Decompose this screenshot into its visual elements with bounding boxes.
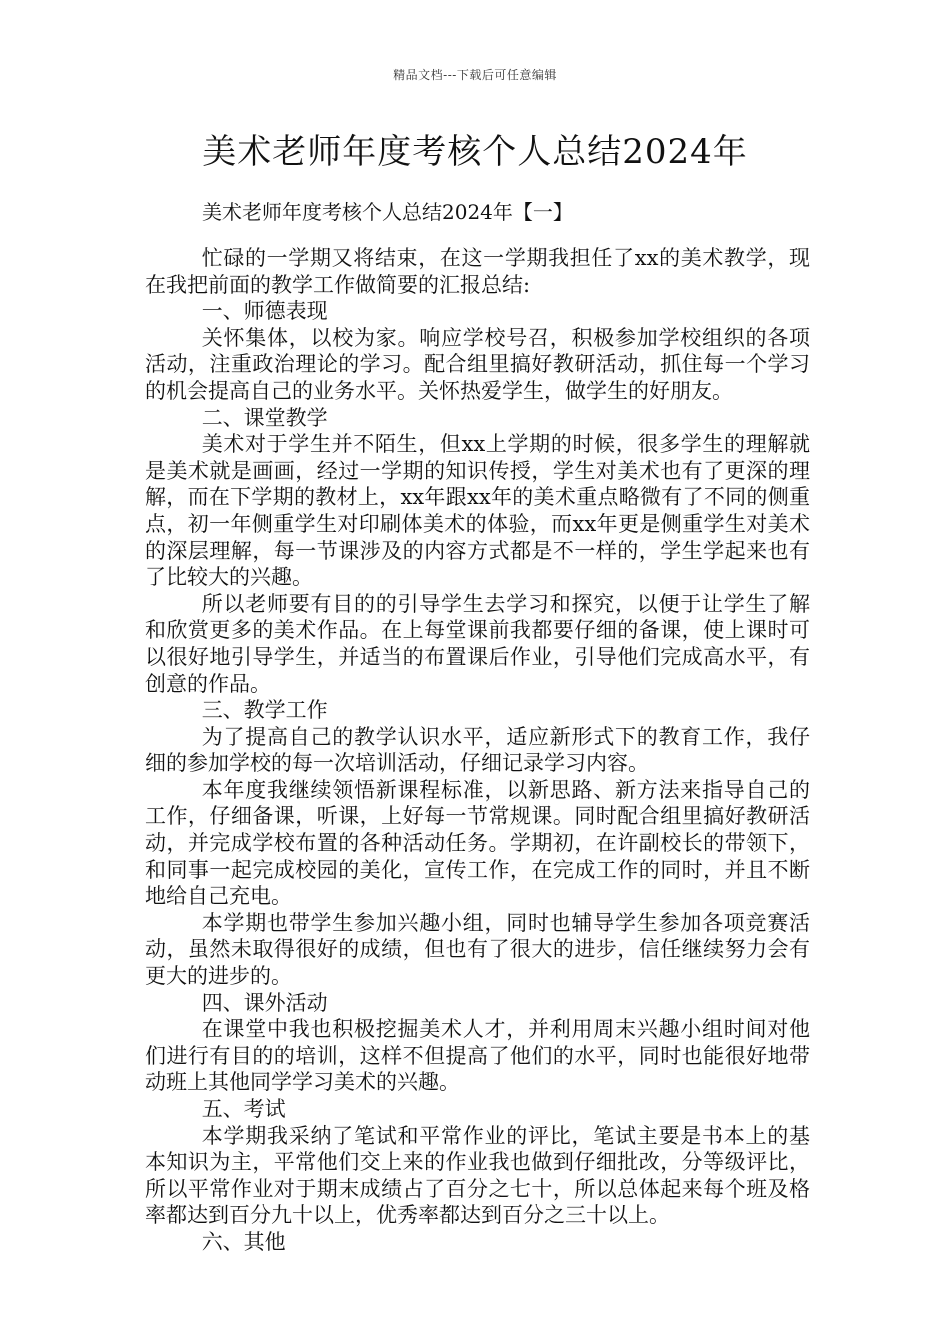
section-heading-extracurricular: 四、课外活动 — [201, 990, 328, 1015]
ethics-paragraph: 关怀集体，以校为家。响应学校号召，积极参加学校组织的各项活动，注重政治理论的学习。配合组里搞好教研活动，抓住每一个学习的机会提高自己的业务水平。关怀热爱学生，做学生的好朋友。 — [145, 325, 810, 403]
teaching-paragraph-1: 为了提高自己的教学认识水平，适应新形式下的教育工作，我仔细的参加学校的每一次培训活动，仔细记录学习内容。 — [145, 724, 810, 776]
document-title: 美术老师年度考核个人总结2024年 — [202, 132, 748, 172]
section-heading-classroom: 二、课堂教学 — [201, 405, 328, 430]
section-heading-teaching: 三、教学工作 — [201, 698, 328, 723]
intro-paragraph: 忙碌的一学期又将结束，在这一学期我担任了xx的美术教学，现在我把前面的教学工作做简要的汇报总结: — [145, 246, 810, 297]
classroom-paragraph-2: 所以老师要有目的的引导学生去学习和探究，以便于让学生了解和欣赏更多的美术作品。在上每堂课前我都要仔细的备课，使上课时可以很好地引导学生，并适当的布置课后作业，引导他们完成高水平，有创意的作品。 — [145, 591, 810, 696]
document-body — [145, 245, 810, 1256]
classroom-paragraph-1: 美术对于学生并不陌生，但xx上学期的时候，很多学生的理解就是美术就是画画，经过一学期的知识传授，学生对美术也有了更深的理解，而在下学期的教材上，xx年跟xx年的美术重点略微有了不同的侧重点，初一年侧重学生对印刷体美术的体验，而xx年更是侧重学生对美术的深层理解，每一节课涉及的内容方式都是不一样的，学生学起来也有了比较大的兴趣。 — [145, 432, 810, 590]
exams-paragraph: 本学期我采纳了笔试和平常作业的评比，笔试主要是书本上的基本知识为主，平常他们交上来的作业我也做到仔细批改，分等级评比，所以平常作业对于期末成绩占了百分之七十，所以总体起来每个班及格率都达到百分九十以上，优秀率都达到百分之三十以上。 — [145, 1123, 810, 1228]
teaching-paragraph-2: 本年度我继续领悟新课程标准，以新思路、新方法来指导自己的工作，仔细备课，听课，上好每一节常规课。同时配合组里搞好教研活动，并完成学校布置的各种活动任务。学期初，在许副校长的带领下，和同事一起完成校园的美化，宣传工作，在完成工作的同时，并且不断地给自己充电。 — [145, 777, 810, 909]
document-subtitle: 美术老师年度考核个人总结2024年【一】 — [202, 200, 573, 224]
extracurricular-paragraph: 在课堂中我也积极挖掘美术人才，并利用周末兴趣小组时间对他们进行有目的的培训，这样不但提高了他们的水平，同时也能很好地带动班上其他同学学习美术的兴趣。 — [145, 1017, 810, 1095]
teaching-paragraph-3: 本学期也带学生参加兴趣小组，同时也辅导学生参加各项竞赛活动，虽然未取得很好的成绩，但也有了很大的进步，信任继续努力会有更大的进步的。 — [145, 910, 810, 989]
header-note: 精品文档---下载后可任意编辑 — [393, 68, 557, 82]
section-heading-exams: 五、考试 — [201, 1097, 286, 1121]
section-heading-other: 六、其他 — [201, 1229, 286, 1254]
section-heading-ethics: 一、师德表现 — [201, 299, 328, 324]
